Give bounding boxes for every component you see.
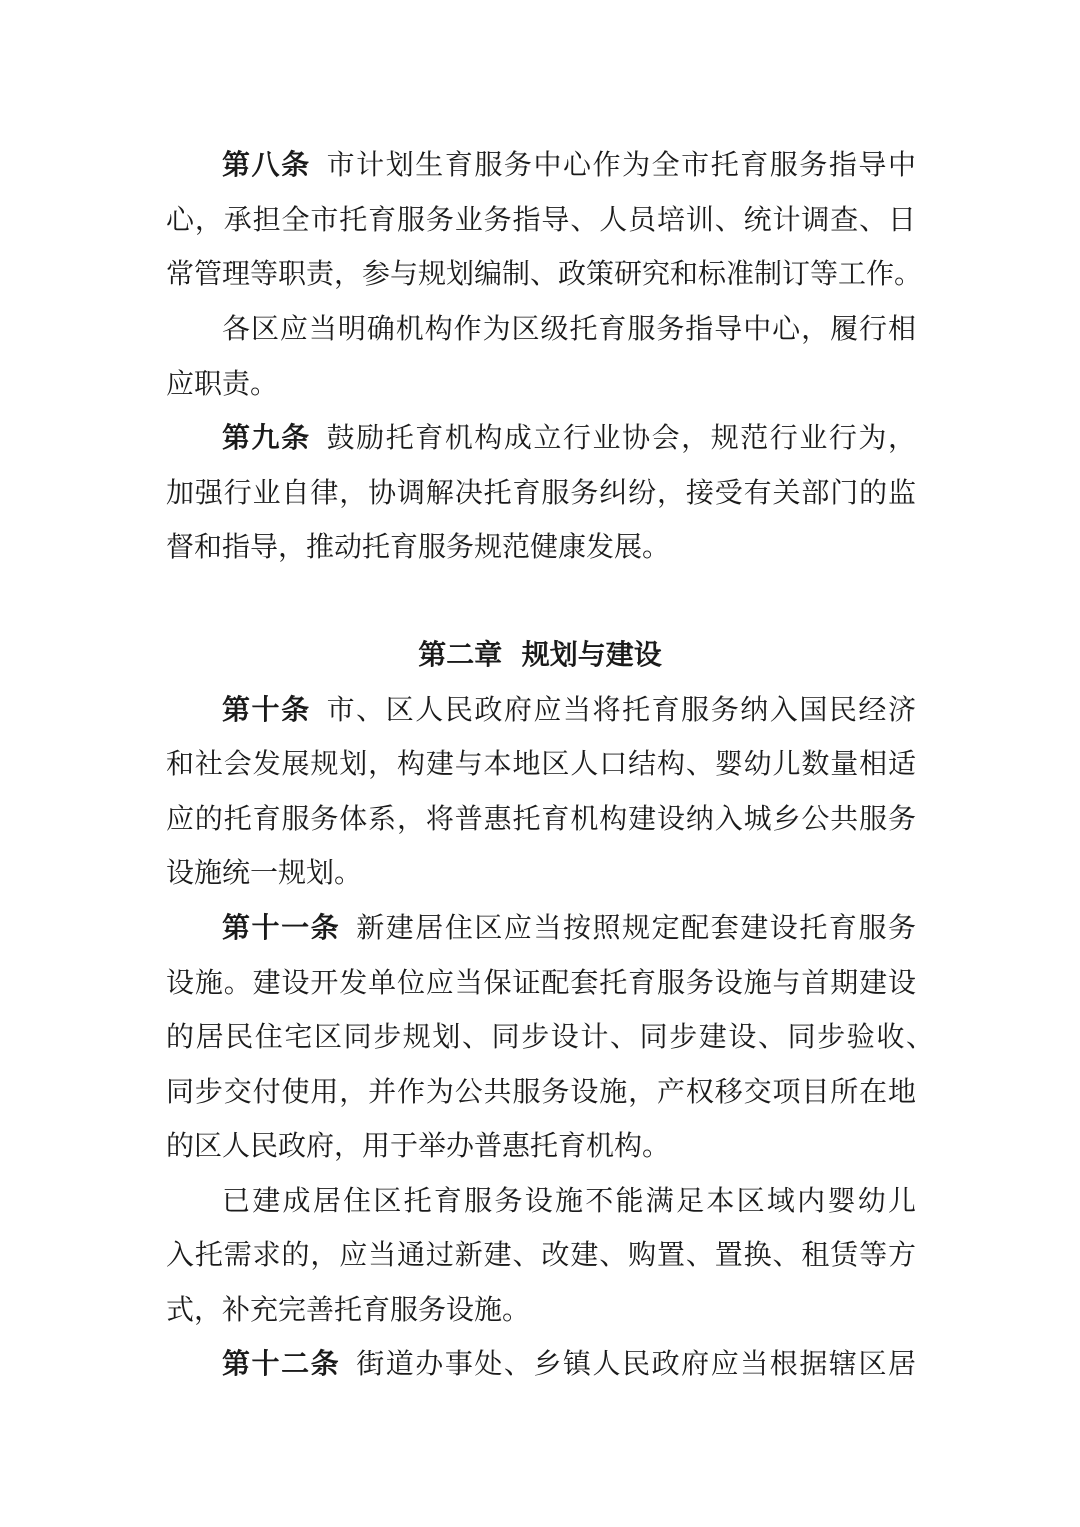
article-8-text-1: 市计划生育服务中心作为全市托育服务指导中: [326, 148, 916, 181]
article-11-text-1: 新建居住区应当按照规定配套建设托育服务: [356, 911, 916, 944]
article-8-line-5: 应职责。: [166, 367, 279, 400]
article-11-line-6: 已建成居住区托育服务设施不能满足本区域内婴幼儿: [222, 1184, 916, 1217]
article-11-label: 第十一条: [222, 911, 341, 944]
article-8-line-1: [222, 147, 916, 183]
article-10-label: 第十条: [222, 693, 311, 726]
article-12-text-1: 街道办事处、乡镇人民政府应当根据辖区居: [356, 1347, 916, 1380]
article-10-line-4: 设施统一规划。: [166, 856, 363, 889]
article-10-line-3: 应的托育服务体系，将普惠托育机构建设纳入城乡公共服务: [166, 802, 916, 835]
article-11-line-8: 式，补充完善托育服务设施。: [166, 1293, 531, 1326]
article-12-line-1: [222, 1346, 916, 1382]
article-9-line-3: 督和指导，推动托育服务规范健康发展。: [166, 530, 671, 563]
article-8-line-4: 各区应当明确机构作为区级托育服务指导中心，履行相: [222, 312, 916, 345]
article-12-label: 第十二条: [222, 1347, 341, 1380]
article-10-text-1: 市、区人民政府应当将托育服务纳入国民经济: [326, 693, 916, 726]
article-10-line-2: 和社会发展规划，构建与本地区人口结构、婴幼儿数量相适: [166, 747, 916, 780]
article-11-line-4: 同步交付使用，并作为公共服务设施，产权移交项目所在地: [166, 1075, 916, 1108]
chapter-title: 第二章 规划与建设: [418, 638, 662, 671]
article-8-line-2: 心，承担全市托育服务业务指导、人员培训、统计调查、日: [166, 203, 916, 236]
article-10-line-1: [222, 692, 916, 728]
article-9-label: 第九条: [222, 421, 311, 454]
article-8-line-3: 常管理等职责，参与规划编制、政策研究和标准制订等工作。: [166, 257, 923, 290]
article-9-line-1: [222, 420, 916, 456]
article-11-line-3: 的居民住宅区同步规划、同步设计、同步建设、同步验收、: [166, 1020, 934, 1053]
article-11-line-5: 的区人民政府，用于举办普惠托育机构。: [166, 1129, 671, 1162]
article-11-line-7: 入托需求的，应当通过新建、改建、购置、置换、租赁等方: [166, 1238, 916, 1271]
article-11-line-1: [222, 910, 916, 946]
article-9-line-2: 加强行业自律，协调解决托育服务纠纷，接受有关部门的监: [166, 476, 916, 509]
article-8-label: 第八条: [222, 148, 311, 181]
article-11-line-2: 设施。建设开发单位应当保证配套托育服务设施与首期建设: [166, 966, 916, 999]
article-9-text-1: 鼓励托育机构成立行业协会，规范行业行为，: [326, 421, 916, 454]
